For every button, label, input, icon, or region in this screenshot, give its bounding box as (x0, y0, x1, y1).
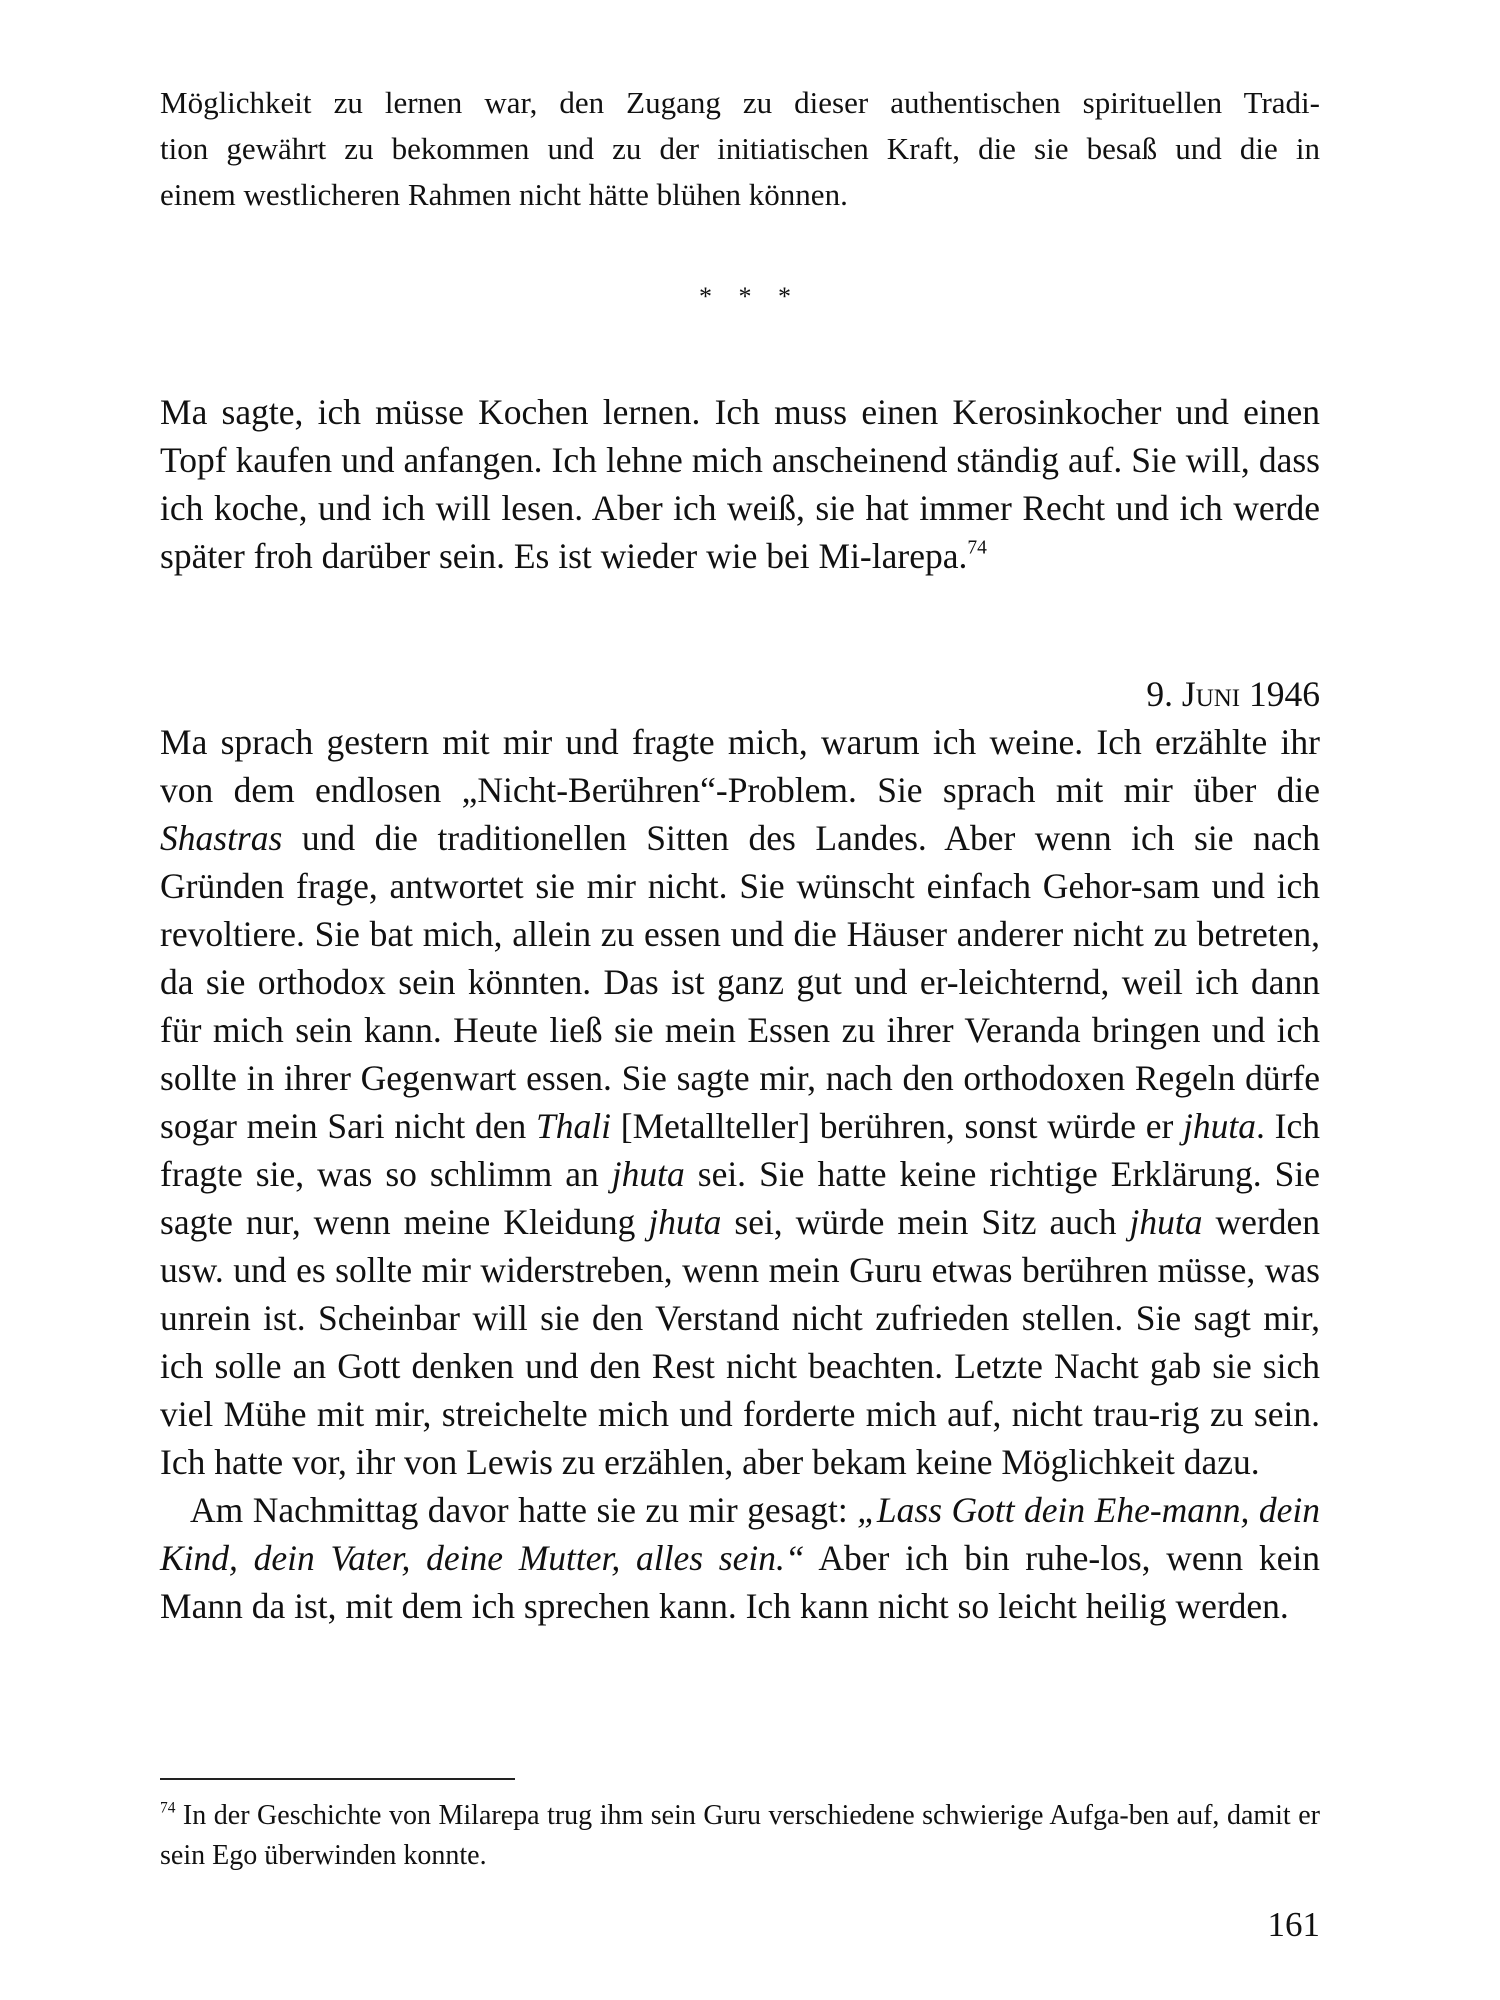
intro-paragraph (160, 80, 1320, 218)
italic-term-jhuta: jhuta (648, 1202, 722, 1242)
italic-term-jhuta: jhuta (611, 1154, 685, 1194)
date-month: Juni (1181, 674, 1241, 714)
footnote (160, 1796, 1320, 1876)
entry2-paragraph-1 (160, 718, 1320, 1486)
italic-term-jhuta: jhuta (1183, 1106, 1257, 1146)
diary-entry-1 (160, 388, 1320, 580)
text-run: werden usw. und es sollte mir widerstreben, wenn mein Guru etwas berühren müsse, was unrein ist. Scheinbar will sie den Verstand nicht zufrieden stellen. Sie sagt mir, ich solle an Gott denken und den Rest nicht beachten. Letzte Nacht gab sie sich viel Mühe mit mir, streichelte mich und forderte mich auf, nicht trau-rig zu sein. Ich hatte vor, ihr von Lewis zu erzählen, aber bekam keine Möglichkeit dazu. (160, 1202, 1320, 1482)
diary-entry-2 (160, 718, 1320, 1630)
footnote-divider (160, 1778, 515, 1780)
text-run: sei, würde mein Sitz auch (721, 1202, 1130, 1242)
text-run: [Metallteller] berühren, sonst würde er (611, 1106, 1184, 1146)
footnote-reference: 74 (967, 537, 987, 559)
entry2-paragraph-2 (160, 1486, 1320, 1630)
italic-quote: „Lass Gott dein Ehe-mann, dein Kind, dein Vater, deine Mutter, alles sein.“ (160, 1490, 1320, 1578)
date-heading (160, 670, 1320, 718)
page-number: 161 (1267, 1905, 1320, 1944)
section-separator: * * * (699, 282, 801, 311)
date-day: 9. (1146, 674, 1173, 714)
text-run: sei. Sie hatte keine richtige Erklärung. Sie sagte nur, wenn meine Kleidung (160, 1154, 1321, 1242)
text-run: Ma sprach gestern mit mir und fragte mich, warum ich weine. Ich erzählte ihr von dem endlosen „Nicht-Berühren“-Problem. Sie sprach mit mir über die (160, 722, 1320, 810)
text-run: und die traditionellen Sitten des Landes. Aber wenn ich sie nach Gründen frage, antwortet sie mir nicht. Sie wünscht einfach Gehor-sam und ich revoltiere. Sie bat mich, allein zu essen und die Häuser anderer nicht zu betreten, da sie orthodox sein könnten. Das ist ganz gut und er-leichternd, weil ich dann für mich sein kann. Heute ließ sie mein Essen zu ihrer Veranda bringen und ich sollte in ihrer Gegenwart essen. Sie sagte mir, nach den orthodoxen Regeln dürfe sogar mein Sari nicht den (160, 818, 1320, 1146)
text-run: Aber ich bin ruhe-los, wenn kein Mann da ist, mit dem ich sprechen kann. Ich kann nicht so leicht heilig werden. (160, 1538, 1320, 1626)
intro-line-1: Möglichkeit zu lernen war, den Zugang zu dieser authentischen spirituellen Tradi- (160, 85, 1320, 120)
footnote-number: 74 (160, 1799, 176, 1817)
intro-line-2: tion gewährt zu bekommen und zu der initiatischen Kraft, die sie besaß und die in (160, 131, 1320, 166)
footnote-text: In der Geschichte von Milarepa trug ihm sein Guru verschiedene schwierige Aufga-ben auf, damit er sein Ego überwinden konnte. (160, 1800, 1320, 1871)
italic-term-thali: Thali (536, 1106, 612, 1146)
date-year: 1946 (1249, 674, 1320, 714)
entry1-text: Ma sagte, ich müsse Kochen lernen. Ich muss einen Kerosinkocher und einen Topf kaufen und anfangen. Ich lehne mich anscheinend ständig auf. Sie will, dass ich koche, und ich will lesen. Aber ich weiß, sie hat immer Recht und ich werde später froh darüber sein. Es ist wieder wie bei Mi-larepa. (160, 392, 1320, 576)
italic-term-jhuta: jhuta (1129, 1202, 1203, 1242)
italic-term-shastras: Shastras (160, 818, 283, 858)
intro-line-3: einem westlicheren Rahmen nicht hätte blühen können. (160, 177, 848, 212)
text-run: . Ich fragte sie, was so schlimm an (160, 1106, 1320, 1194)
text-run: Am Nachmittag davor hatte sie zu mir gesagt: (190, 1490, 858, 1530)
entry1-paragraph (160, 388, 1320, 580)
